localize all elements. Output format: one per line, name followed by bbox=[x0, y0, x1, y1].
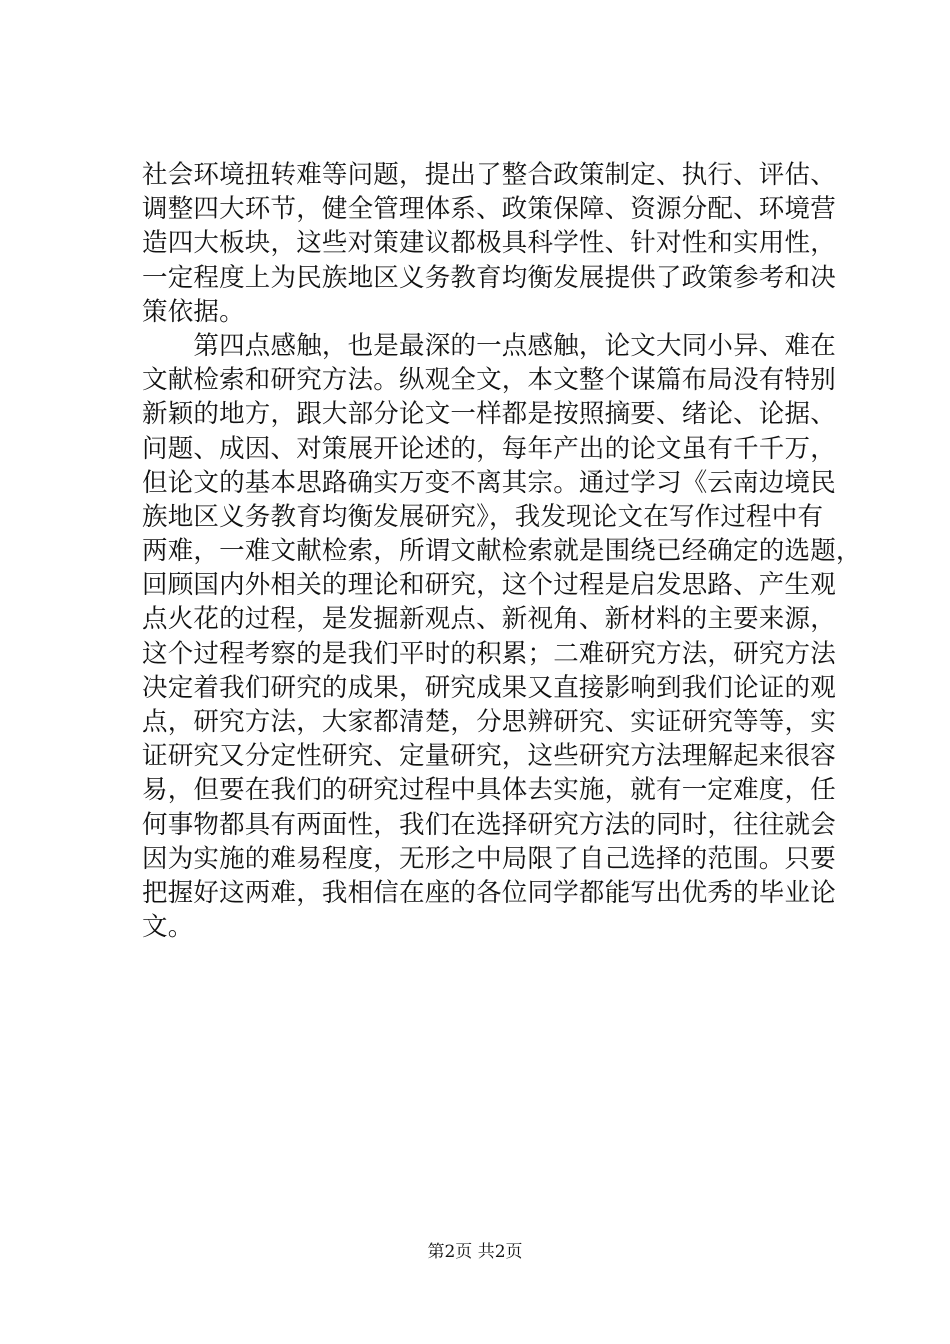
text-line: 点，研究方法，大家都清楚，分思辨研究、实证研究等等，实 bbox=[142, 707, 836, 737]
text-line: 调整四大环节，健全管理体系、政策保障、资源分配、环境营 bbox=[142, 194, 836, 225]
text-line: 点火花的过程，是发掘新观点、新视角、新材料的主要来源， bbox=[142, 604, 836, 635]
text-line: 族地区义务教育均衡发展研究》，我发现论文在写作过程中有 bbox=[142, 501, 824, 532]
text-line: 回顾国内外相关的理论和研究，这个过程是启发思路、产生观 bbox=[142, 570, 836, 601]
text-line: 策依据。 bbox=[142, 296, 245, 327]
text-line: 文。 bbox=[142, 912, 194, 943]
text-line: 把握好这两难，我相信在座的各位同学都能写出优秀的毕业论 bbox=[142, 877, 836, 908]
text-line: 文献检索和研究方法。纵观全文，本文整个谋篇布局没有特别 bbox=[142, 365, 836, 396]
text-line: 因为实施的难易程度，无形之中局限了自己选择的范围。只要 bbox=[142, 843, 836, 874]
text-line: 但论文的基本思路确实万变不离其宗。通过学习《云南边境民 bbox=[142, 467, 836, 498]
text-line: 证研究又分定性研究、定量研究，这些研究方法理解起来很容 bbox=[142, 741, 836, 772]
text-line: 两难，一难文献检索，所谓文献检索就是围绕已经确定的选题， bbox=[142, 536, 862, 567]
text-line: 这个过程考察的是我们平时的积累；二难研究方法，研究方法 bbox=[142, 638, 836, 669]
body-text bbox=[142, 158, 862, 944]
text-line: 一定程度上为民族地区义务教育均衡发展提供了政策参考和决 bbox=[142, 262, 836, 293]
text-line: 决定着我们研究的成果，研究成果又直接影响到我们论证的观 bbox=[142, 672, 836, 703]
page-footer bbox=[0, 1241, 950, 1263]
text-line: 易，但要在我们的研究过程中具体去实施，就有一定难度，任 bbox=[142, 775, 836, 806]
text-line: 新颖的地方，跟大部分论文一样都是按照摘要、绪论、论据、 bbox=[142, 399, 836, 430]
text-line: 何事物都具有两面性，我们在选择研究方法的同时，往往就会 bbox=[142, 809, 836, 840]
text-line: 社会环境扭转难等问题，提出了整合政策制定、执行、评估、 bbox=[142, 160, 836, 190]
page-number-label: 第2页 共2页 bbox=[427, 1242, 523, 1262]
text-line: 造四大板块，这些对策建议都极具科学性、针对性和实用性， bbox=[142, 228, 836, 259]
text-line: 第四点感触，也是最深的一点感触，论文大同小异、难在 bbox=[142, 330, 836, 361]
text-line: 问题、成因、对策展开论述的，每年产出的论文虽有千千万， bbox=[142, 433, 836, 464]
